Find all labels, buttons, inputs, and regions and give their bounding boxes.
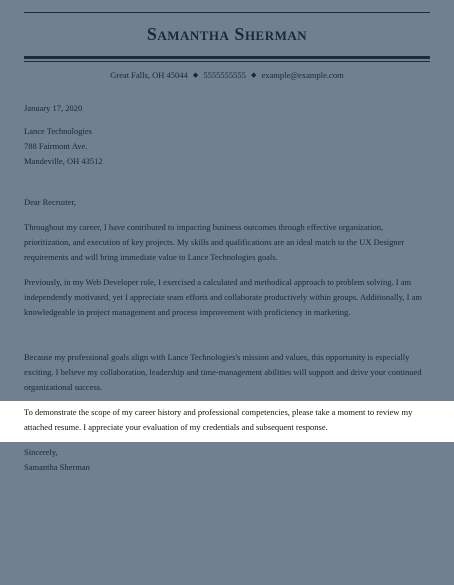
recipient-company: Lance Technologies: [24, 126, 92, 136]
contact-email[interactable]: example@example.com: [261, 70, 344, 80]
applicant-name: Samantha Sherman: [146, 24, 308, 44]
body-paragraph: [24, 275, 430, 320]
paragraph-text: Previously, in my Web Developer role, I exercised a calculated and methodical approach to problem solving. I am independently motivated, yet I appreciate team efforts and collaborate productively within groups. Additionally, I am knowledgeable in project management and process improvement with proficiency in marketing.: [24, 277, 422, 317]
top-rule: [24, 12, 430, 13]
header-double-rule: [24, 56, 430, 62]
paragraph-text: To demonstrate the scope of my career history and professional competencies, please take a moment to review my attached resume. I appreciate your evaluation of my credentials and subsequent response.: [24, 407, 413, 432]
contact-separator-diamond: ◆: [251, 71, 257, 79]
closing-block: [24, 445, 430, 475]
salutation: Dear Recruiter,: [24, 197, 77, 207]
recipient-city: Mandeville, OH 43512: [24, 156, 103, 166]
highlighted-body-paragraph: [24, 405, 430, 435]
contact-separator-diamond: ◆: [192, 71, 199, 79]
paragraph-text: Throughout my career, I have contributed to impacting business outcomes through effective organization, prioritization, and execution of key projects. My skills and qualifications are an ideal match to the UX Designer requirements and will bring immediate value to Lance Technologies goals.: [24, 222, 405, 262]
contact-location: Great Falls, OH 45044: [110, 70, 188, 80]
paragraph-text: Because my professional goals align with Lance Technologies's mission and values, this opportunity is especially exciting. I believe my collaboration, leadership and time-management abilities will support and drive your continued organizational success.: [24, 352, 422, 392]
contact-line: [0, 70, 454, 80]
contact-phone: 5555555555: [203, 70, 246, 80]
closing-phrase: Sincerely,: [24, 447, 58, 457]
signature-name: Samantha Sherman: [24, 462, 90, 472]
recipient-street: 788 Fairmont Ave.: [24, 141, 88, 151]
recipient-address: [24, 124, 430, 169]
body-paragraph: [24, 220, 430, 265]
letter-date: January 17, 2020: [24, 103, 83, 113]
body-paragraph: [24, 350, 430, 395]
